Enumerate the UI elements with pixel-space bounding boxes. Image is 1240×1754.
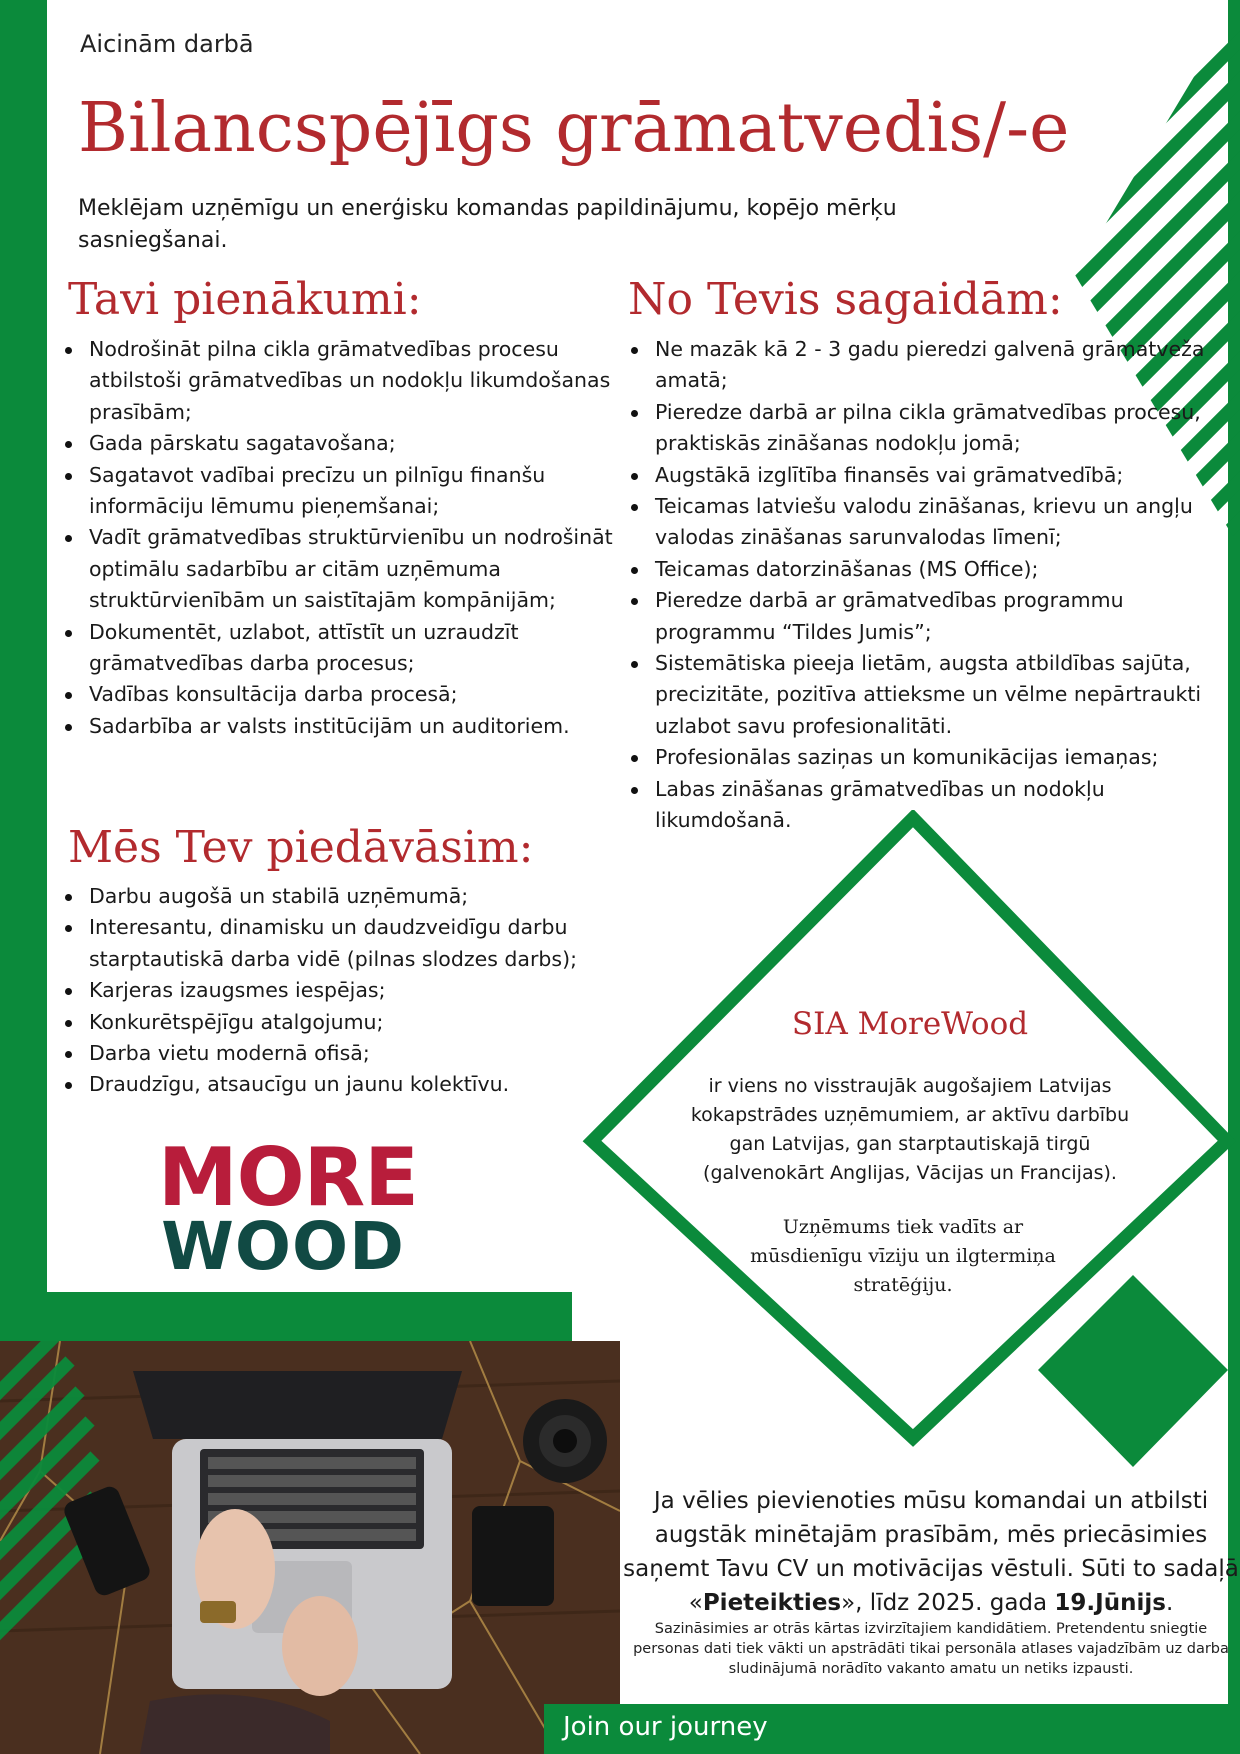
list-item: Nodrošināt pilna cikla grāmatvedības procesu atbilstoši grāmatvedības un nodokļu likumdošanas prasībām;: [89, 334, 637, 428]
cta-text-mid: », līdz 2025. gada: [841, 1590, 1055, 1616]
list-item: Darbu augošā un stabilā uzņēmumā;: [89, 881, 649, 912]
privacy-fineprint: Sazināsimies ar otrās kārtas izvirzītajiem kandidātiem. Pretendentu sniegtie personas dati tiek vākti un apstrādāti tikai personāla atlases vajadzībām uz darba sludinājumā norādīto vakanto amatu un netiks izpausti.: [633, 1621, 1229, 1677]
list-item: Pieredze darbā ar pilna cikla grāmatvedības procesu, praktiskās zināšanas nodokļu jomā;: [655, 397, 1225, 460]
company-tagline: Uzņēmums tiek vadīts ar mūsdienīgu vīziju un ilgtermiņa stratēģiju.: [750, 1216, 1056, 1296]
list-item: Labas zināšanas grāmatvedības un nodokļu likumdošanā.: [655, 774, 1225, 837]
list-item: Draudzīgu, atsaucīgu un jaunu kolektīvu.: [89, 1069, 649, 1100]
list-item: Vadīt grāmatvedības struktūrvienību un nodrošināt optimālu sadarbību ar citām uzņēmuma struktūrvienībām un saistītajām kompānijām;: [89, 522, 637, 616]
list-item: Karjeras izaugsmes iespējas;: [89, 975, 649, 1006]
job-title: Bilancspējīgs grāmatvedis/-e: [78, 89, 1070, 168]
laptop-screen: [133, 1371, 462, 1439]
requirements-heading: No Tevis sagaidām:: [628, 274, 1063, 325]
offer-list: [67, 881, 649, 1101]
list-item: Interesantu, dinamisku un daudzveidīgu darbu starptautiskā darba vidē (pilnas slodzes darbs);: [89, 912, 649, 975]
list-item: Ne mazāk kā 2 - 3 gadu pieredzi galvenā grāmatveža amatā;: [655, 334, 1225, 397]
list-item: Teicamas latviešu valodu zināšanas, krievu un angļu valodas zināšanas sarunvalodas līmenī;: [655, 491, 1225, 554]
laptop-photo: [0, 1341, 620, 1754]
list-item: Vadības konsultācija darba procesā;: [89, 679, 637, 710]
list-item: Gada pārskatu sagatavošana;: [89, 428, 637, 459]
apply-link[interactable]: Pieteikties: [702, 1590, 842, 1616]
wallet-icon: [472, 1506, 554, 1606]
logo-line-wood: WOOD: [161, 1208, 405, 1285]
list-item: Darba vietu modernā ofisā;: [89, 1038, 649, 1069]
small-diamond-decoration: [1038, 1275, 1228, 1467]
right-hand: [282, 1596, 358, 1696]
cta-text-start: Ja vēlies pievienoties mūsu komandai un atbilsti augstāk minētajām prasībām, mēs priecāsimies saņemt Tavu CV un motivācijas vēstuli. Sūti to sadaļā «: [623, 1488, 1239, 1616]
company-name: SIA MoreWood: [791, 1006, 1029, 1042]
duties-heading: Tavi pienākumi:: [68, 274, 422, 325]
morewood-logo: [158, 1131, 418, 1285]
list-item: Konkurētspējīgu atalgojumu;: [89, 1007, 649, 1038]
duties-list: [67, 334, 637, 742]
company-description: ir viens no visstraujāk augošajiem Latvijas kokapstrādes uzņēmumiem, ar aktīvu darbību gan Latvijas, gan starptautiskajā tirgū (galvenokārt Anglijas, Vācijas un Francijas).: [690, 1075, 1130, 1184]
offer-heading: Mēs Tev piedāvāsim:: [68, 822, 534, 873]
list-item: Sagatavot vadībai precīzu un pilnīgu finanšu informāciju lēmumu pieņemšanai;: [89, 460, 637, 523]
list-item: Dokumentēt, uzlabot, attīstīt un uzraudzīt grāmatvedības darba procesus;: [89, 617, 637, 680]
watch-icon: [200, 1601, 236, 1623]
logo-line-more: MORE: [158, 1131, 418, 1224]
cta-text: [622, 1484, 1240, 1620]
list-item: Teicamas datorzināšanas (MS Office);: [655, 554, 1225, 585]
list-item: Sistemātiska pieeja lietām, augsta atbildības sajūta, precizitāte, pozitīva attieksme un vēlme nepārtraukti uzlabot savu profesionalitāti.: [655, 648, 1225, 742]
list-item: Sadarbība ar valsts institūcijām un auditoriem.: [89, 711, 637, 742]
list-item: Profesionālas saziņas un komunikācijas iemaņas;: [655, 742, 1225, 773]
list-item: Augstākā izglītība finansēs vai grāmatvedībā;: [655, 460, 1225, 491]
intro-text: Meklējam uzņēmīgu un enerģisku komandas papildinājumu, kopējo mērķu sasniegšanai.: [78, 196, 897, 253]
deadline-date: 19.Jūnijs: [1054, 1590, 1166, 1616]
eyebrow-text: Aicinām darbā: [80, 30, 254, 58]
list-item: Pieredze darbā ar grāmatvedības programmu programmu “Tildes Jumis”;: [655, 585, 1225, 648]
cta-text-end: .: [1165, 1590, 1174, 1616]
bottom-green-band: [0, 1292, 572, 1342]
requirements-list: [633, 334, 1225, 837]
join-text: Join our journey: [563, 1712, 768, 1742]
